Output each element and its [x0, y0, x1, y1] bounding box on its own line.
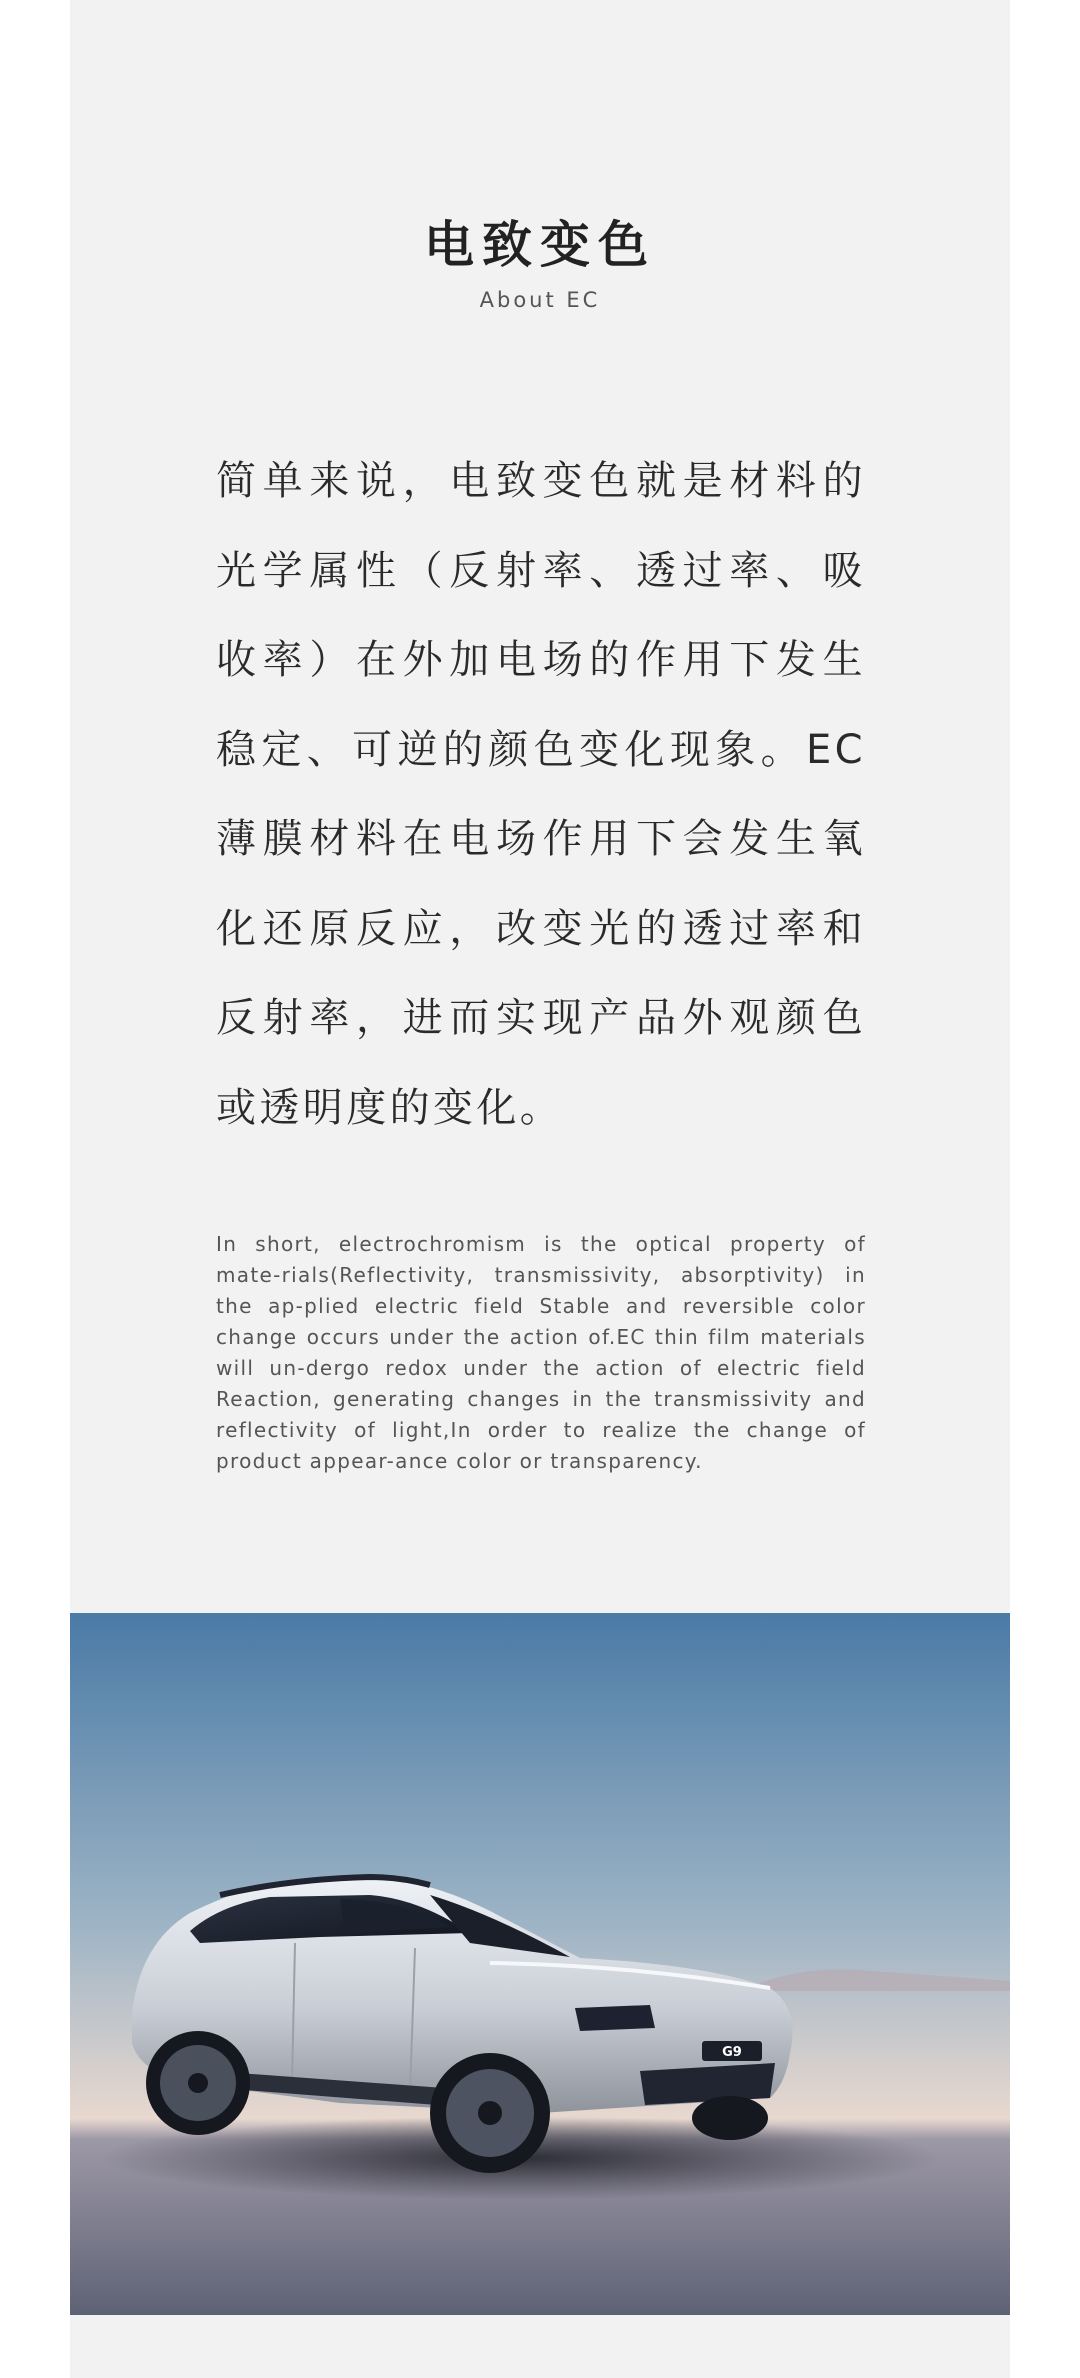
car-photo	[70, 1613, 1010, 2315]
chinese-description: 简单来说，电致变色就是材料的光学属性（反射率、透过率、吸收率）在外加电场的作用下发生稳定、可逆的颜色变化现象。EC薄膜材料在电场作用下会发生氧化还原反应，改变光的透过率和反射率，进而实现产品外观颜色或透明度的变化。	[216, 458, 866, 1131]
content-panel	[70, 0, 1010, 2378]
front-wheel	[430, 2053, 550, 2173]
english-description: In short, electrochromism is the optical property of mate-rials(Reflectivity, transmissivity, absorptivity) in the ap-plied electric field Stable and reversible color change occurs under the action of.EC thin film materials will un-dergo redox under the action of electric field Reaction, generating changes in the transmissivity and reflectivity of light,In order to realize the change of product appear-ance color or transparency.	[216, 1232, 866, 1473]
plate-badge: G9	[722, 2045, 742, 2060]
section-title: 电致变色	[424, 216, 656, 274]
rear-wheel	[146, 2031, 250, 2135]
far-front-wheel	[692, 2096, 768, 2140]
section-subtitle: About EC	[479, 288, 601, 312]
